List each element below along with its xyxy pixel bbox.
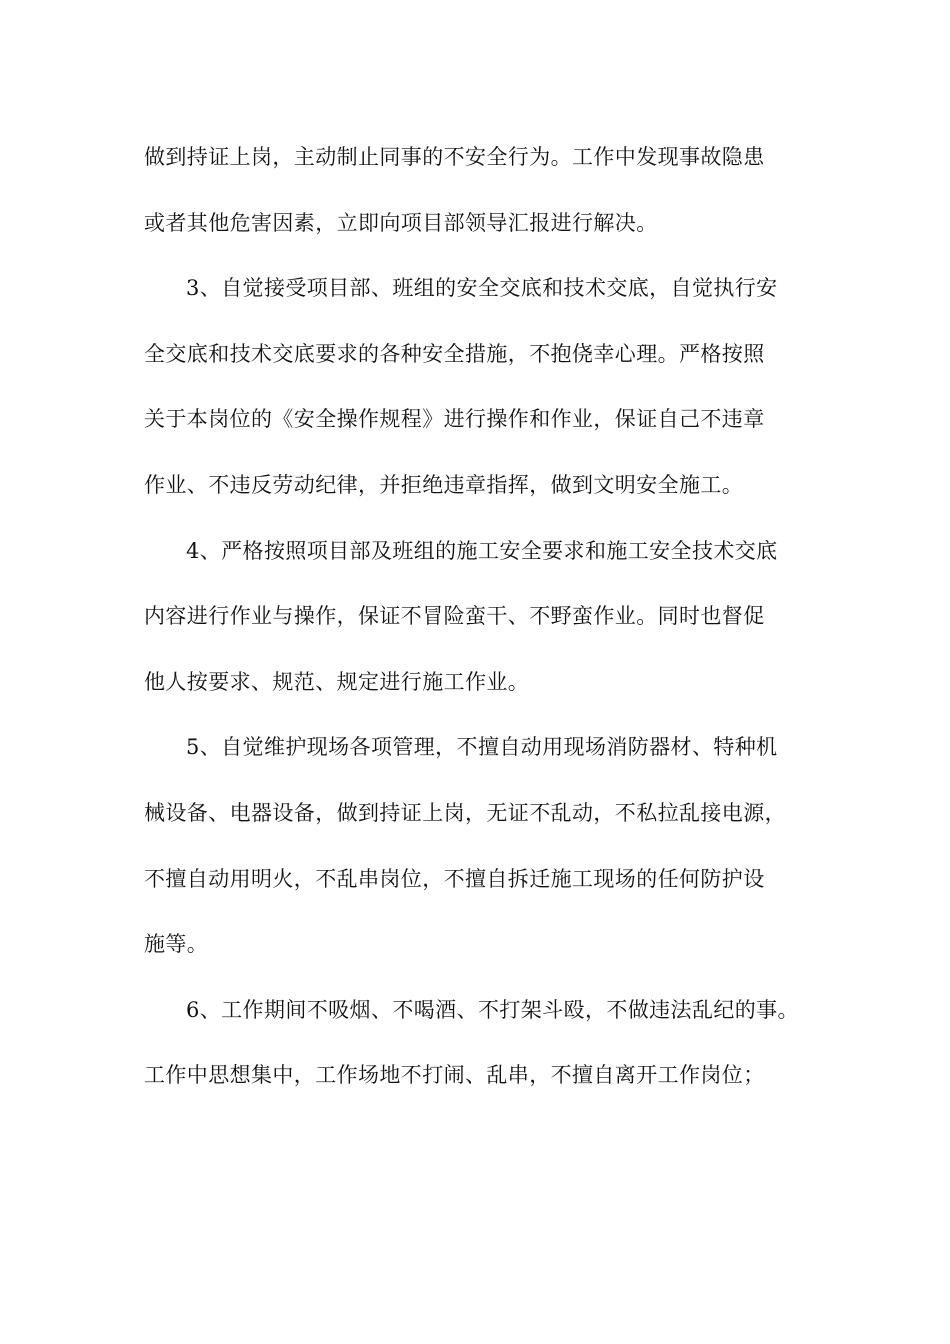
- text-line: 或者其他危害因素，立即向项目部领导汇报进行解决。: [144, 210, 658, 235]
- body-text: [144, 128, 824, 1112]
- text-line: 不擅自动用明火，不乱串岗位，不擅自拆迁施工现场的任何防护设: [144, 866, 765, 891]
- text-line: 施等。: [144, 932, 209, 957]
- paragraph-start-line: 4、严格按照项目部及班组的施工安全要求和施工安全技术交底: [186, 538, 778, 563]
- text-line: 做到持证上岗，主动制止同事的不安全行为。工作中发现事故隐患: [144, 145, 765, 169]
- text-line: 他人按要求、规范、规定进行施工作业。: [144, 669, 530, 694]
- text-line: 工作中思想集中，工作场地不打闹、乱串，不擅自离开工作岗位；: [144, 1063, 765, 1088]
- paragraph-start-line: 6、工作期间不吸烟、不喝酒、不打架斗殴，不做违法乱纪的事。: [186, 997, 799, 1022]
- paragraph-start-line: 5、自觉维护现场各项管理，不擅自动用现场消防器材、特种机: [186, 735, 778, 760]
- text-line: 作业、不违反劳动纪律，并拒绝违章指挥，做到文明安全施工。: [144, 472, 744, 497]
- paragraph-start-line: 3、自觉接受项目部、班组的安全交底和技术交底，自觉执行安: [186, 276, 778, 301]
- text-line: 全交底和技术交底要求的各种安全措施，不抱侥幸心理。严格按照: [144, 341, 765, 366]
- text-line: 内容进行作业与操作，保证不冒险蛮干、不野蛮作业。同时也督促: [144, 604, 765, 629]
- text-line: 械设备、电器设备，做到持证上岗，无证不乱动，不私拉乱接电源，: [144, 800, 786, 825]
- text-line: 关于本岗位的《安全操作规程》进行操作和作业，保证自己不违章: [144, 407, 765, 432]
